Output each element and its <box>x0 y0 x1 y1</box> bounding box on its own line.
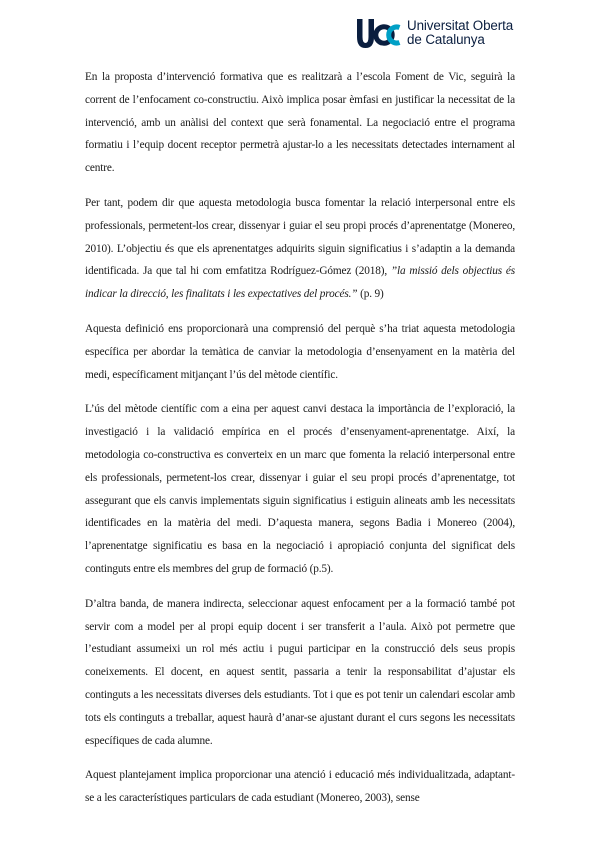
paragraph-4: L’ús del mètode científic com a eina per aquest canvi destaca la importància de l’exploració, la investigació i la validació empírica en el procés d’ensenyament-aprenentatge. Així, la metodologia co-constructiva es converteix en un marc que fomenta la relació interpersonal entre els professionals, permetent-los crear, dissenyar i guiar el seu propi procés d’aprenentatge, tot assegurant que els canvis implementats siguin significatius i estiguin alineats amb les necessitats identificades en la matèria del medi. D’aquesta manera, segons Badia i Monereo (2004), l’aprenentatge significatiu es basa en la negociació i apropiació conjunta del significat dels continguts entre els membres del grup de formació (p.5). <box>85 403 515 575</box>
paragraph-5: D’altra banda, de manera indirecta, seleccionar aquest enfocament per a la formació també pot servir com a model per al propi equip docent i ser transferit a l’aula. Això pot permetre que l’estudiant assumeixi un rol més actiu i pugui participar en la construcció dels seus propis coneixements. El docent, en aquest sentit, passaria a tenir la responsabilitat d’ajustar els continguts a les necessitats diverses dels estudiants. Tot i que es pot tenir un calendari escolar amb tots els continguts a treballar, aquest haurà d’anar-se ajustant durant el curs segons les necessitats específiques de cada alumne. <box>85 597 515 747</box>
uoc-logo-text <box>407 19 513 47</box>
document-body <box>85 66 515 810</box>
logo-line-2: de Catalunya <box>407 32 485 47</box>
logo-line-1: Universitat Oberta <box>407 18 514 33</box>
uoc-logo-mark-icon <box>356 15 402 51</box>
paragraph-3: Aquesta definició ens proporcionarà una comprensió del perquè s’ha triat aquesta metodologia específica per abordar la temàtica de canviar la metodologia d’ensenyament en la matèria del medi, específicament mitjançant l’ús del mètode científic. <box>85 322 515 381</box>
paragraph-2-text: Per tant, podem dir que aquesta metodologia busca fomentar la relació interpersonal entre els professionals, permetent-los crear, dissenyar i guiar el seu propi procés d’aprenentatge (Monereo, 2010). L’objectiu és que els aprenentatges adquirits siguin significatius i s’adaptin a la demanda identificada. Ja que tal hi com emfatitza Rodríguez-Gómez (2018), <box>85 196 515 278</box>
paragraph-1: En la proposta d’intervenció formativa que es realitzarà a l’escola Foment de Vic, seguirà la corrent de l’enfocament co-constructiu. Això implica posar èmfasi en justificar la necessitat de la intervenció, amb un anàlisi del context que serà fonamental. La negociació entre el programa formatiu i l’equip docent receptor permetrà ajustar-lo a les necessitats detectades internament al centre. <box>85 71 515 175</box>
paragraph-2 <box>85 192 515 306</box>
quote-page-reference: (p. 9) <box>357 288 384 301</box>
paragraph-6: Aquest plantejament implica proporcionar una atenció i educació més individualitzada, adaptant-se a les característiques particulars de cada estudiant (Monereo, 2003), sense <box>85 769 515 805</box>
rodriguez-gomez-quote: ”la missió dels objectius és indicar la direcció, les finalitats i les expectatives del procés.” <box>85 265 515 301</box>
uoc-logo <box>356 13 513 53</box>
